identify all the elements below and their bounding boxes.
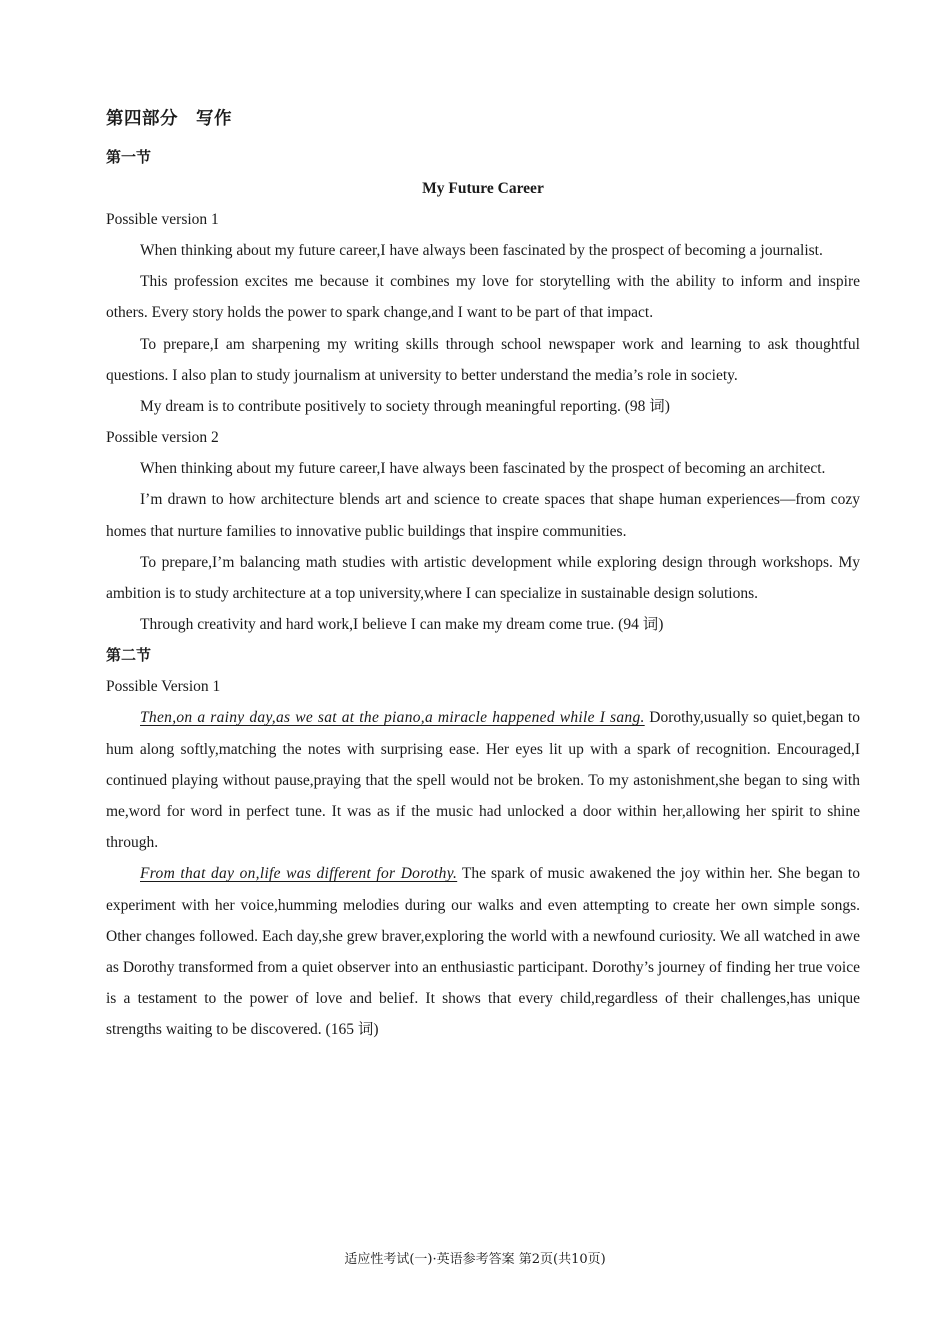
part-heading xyxy=(106,104,860,134)
paragraph-body: The spark of music awakened the joy within her. She began to experiment with her voice,humming melodies during our walks and even attempting to create her own simple songs. Other changes followed. Each day,she grew braver,exploring the world with a newfound curiosity. We all watched in awe as Dorothy transformed from a quiet observer into an enthusiastic participant. Dorothy’s journey of finding her true voice is a testament to the power of love and belief. It shows that every child,regardless of their challenges,has unique strengths waiting to be discovered. (165 词) xyxy=(106,865,860,1039)
given-opening-sentence-1: Then,on a rainy day,as we sat at the piano,a miracle happened while I sang. xyxy=(140,709,645,727)
continuation-paragraph-1 xyxy=(106,702,860,858)
given-opening-sentence-2: From that day on,life was different for Dorothy. xyxy=(140,865,458,883)
paragraph: When thinking about my future career,I have always been fascinated by the prospect of becoming an architect. xyxy=(140,460,826,478)
section-1-version-1-label: Possible version 1 xyxy=(106,211,219,228)
section-1-heading: 第一节 xyxy=(106,148,152,166)
page-footer: 适应性考试(一)·英语参考答案 第2页(共10页) xyxy=(344,1252,606,1267)
part-subtitle: 写作 xyxy=(196,109,232,129)
essay-title: My Future Career xyxy=(422,180,544,197)
paragraph: When thinking about my future career,I have always been fascinated by the prospect of becoming a journalist. xyxy=(140,242,823,259)
section-2-version-1-label: Possible Version 1 xyxy=(106,678,221,696)
paragraph: My dream is to contribute positively to society through meaningful reporting. (98 词) xyxy=(140,398,670,416)
paragraph-body: Dorothy,usually so quiet,began to hum along softly,matching the notes with surprising ease. Her eyes lit up with a spark of recognition. Encouraged,I continued playing without pause,praying that the spell would not be broken. To my astonishment,she began to sing with me,word for word in perfect tune. It was as if the music had unlocked a door within her,allowing her spirit to shine through. xyxy=(106,709,860,852)
continuation-paragraph-2 xyxy=(106,858,860,1045)
paragraph: To prepare,I’m balancing math studies with artistic development while exploring design through workshops. My ambition is to study architecture at a top university,where I can specialize in sustainable design solutions. xyxy=(106,553,860,603)
paragraph: To prepare,I am sharpening my writing skills through school newspaper work and learning to ask thoughtful questions. I also plan to study journalism at university to better understand the media’s role in society. xyxy=(106,335,860,384)
paragraph: Through creativity and hard work,I believe I can make my dream come true. (94 词) xyxy=(140,616,664,634)
section-2-heading: 第二节 xyxy=(106,646,152,665)
section-1-version-2-label: Possible version 2 xyxy=(106,429,219,447)
paragraph: I’m drawn to how architecture blends art and science to create spaces that shape human experiences—from cozy homes that nurture families to innovative public buildings that inspire communities. xyxy=(106,491,860,540)
part-title: 第四部分 xyxy=(106,109,178,129)
answer-page xyxy=(106,104,860,1046)
paragraph: This profession excites me because it combines my love for storytelling with the ability to inform and inspire others. Every story holds the power to spark change,and I want to be part of that impact. xyxy=(106,273,860,322)
